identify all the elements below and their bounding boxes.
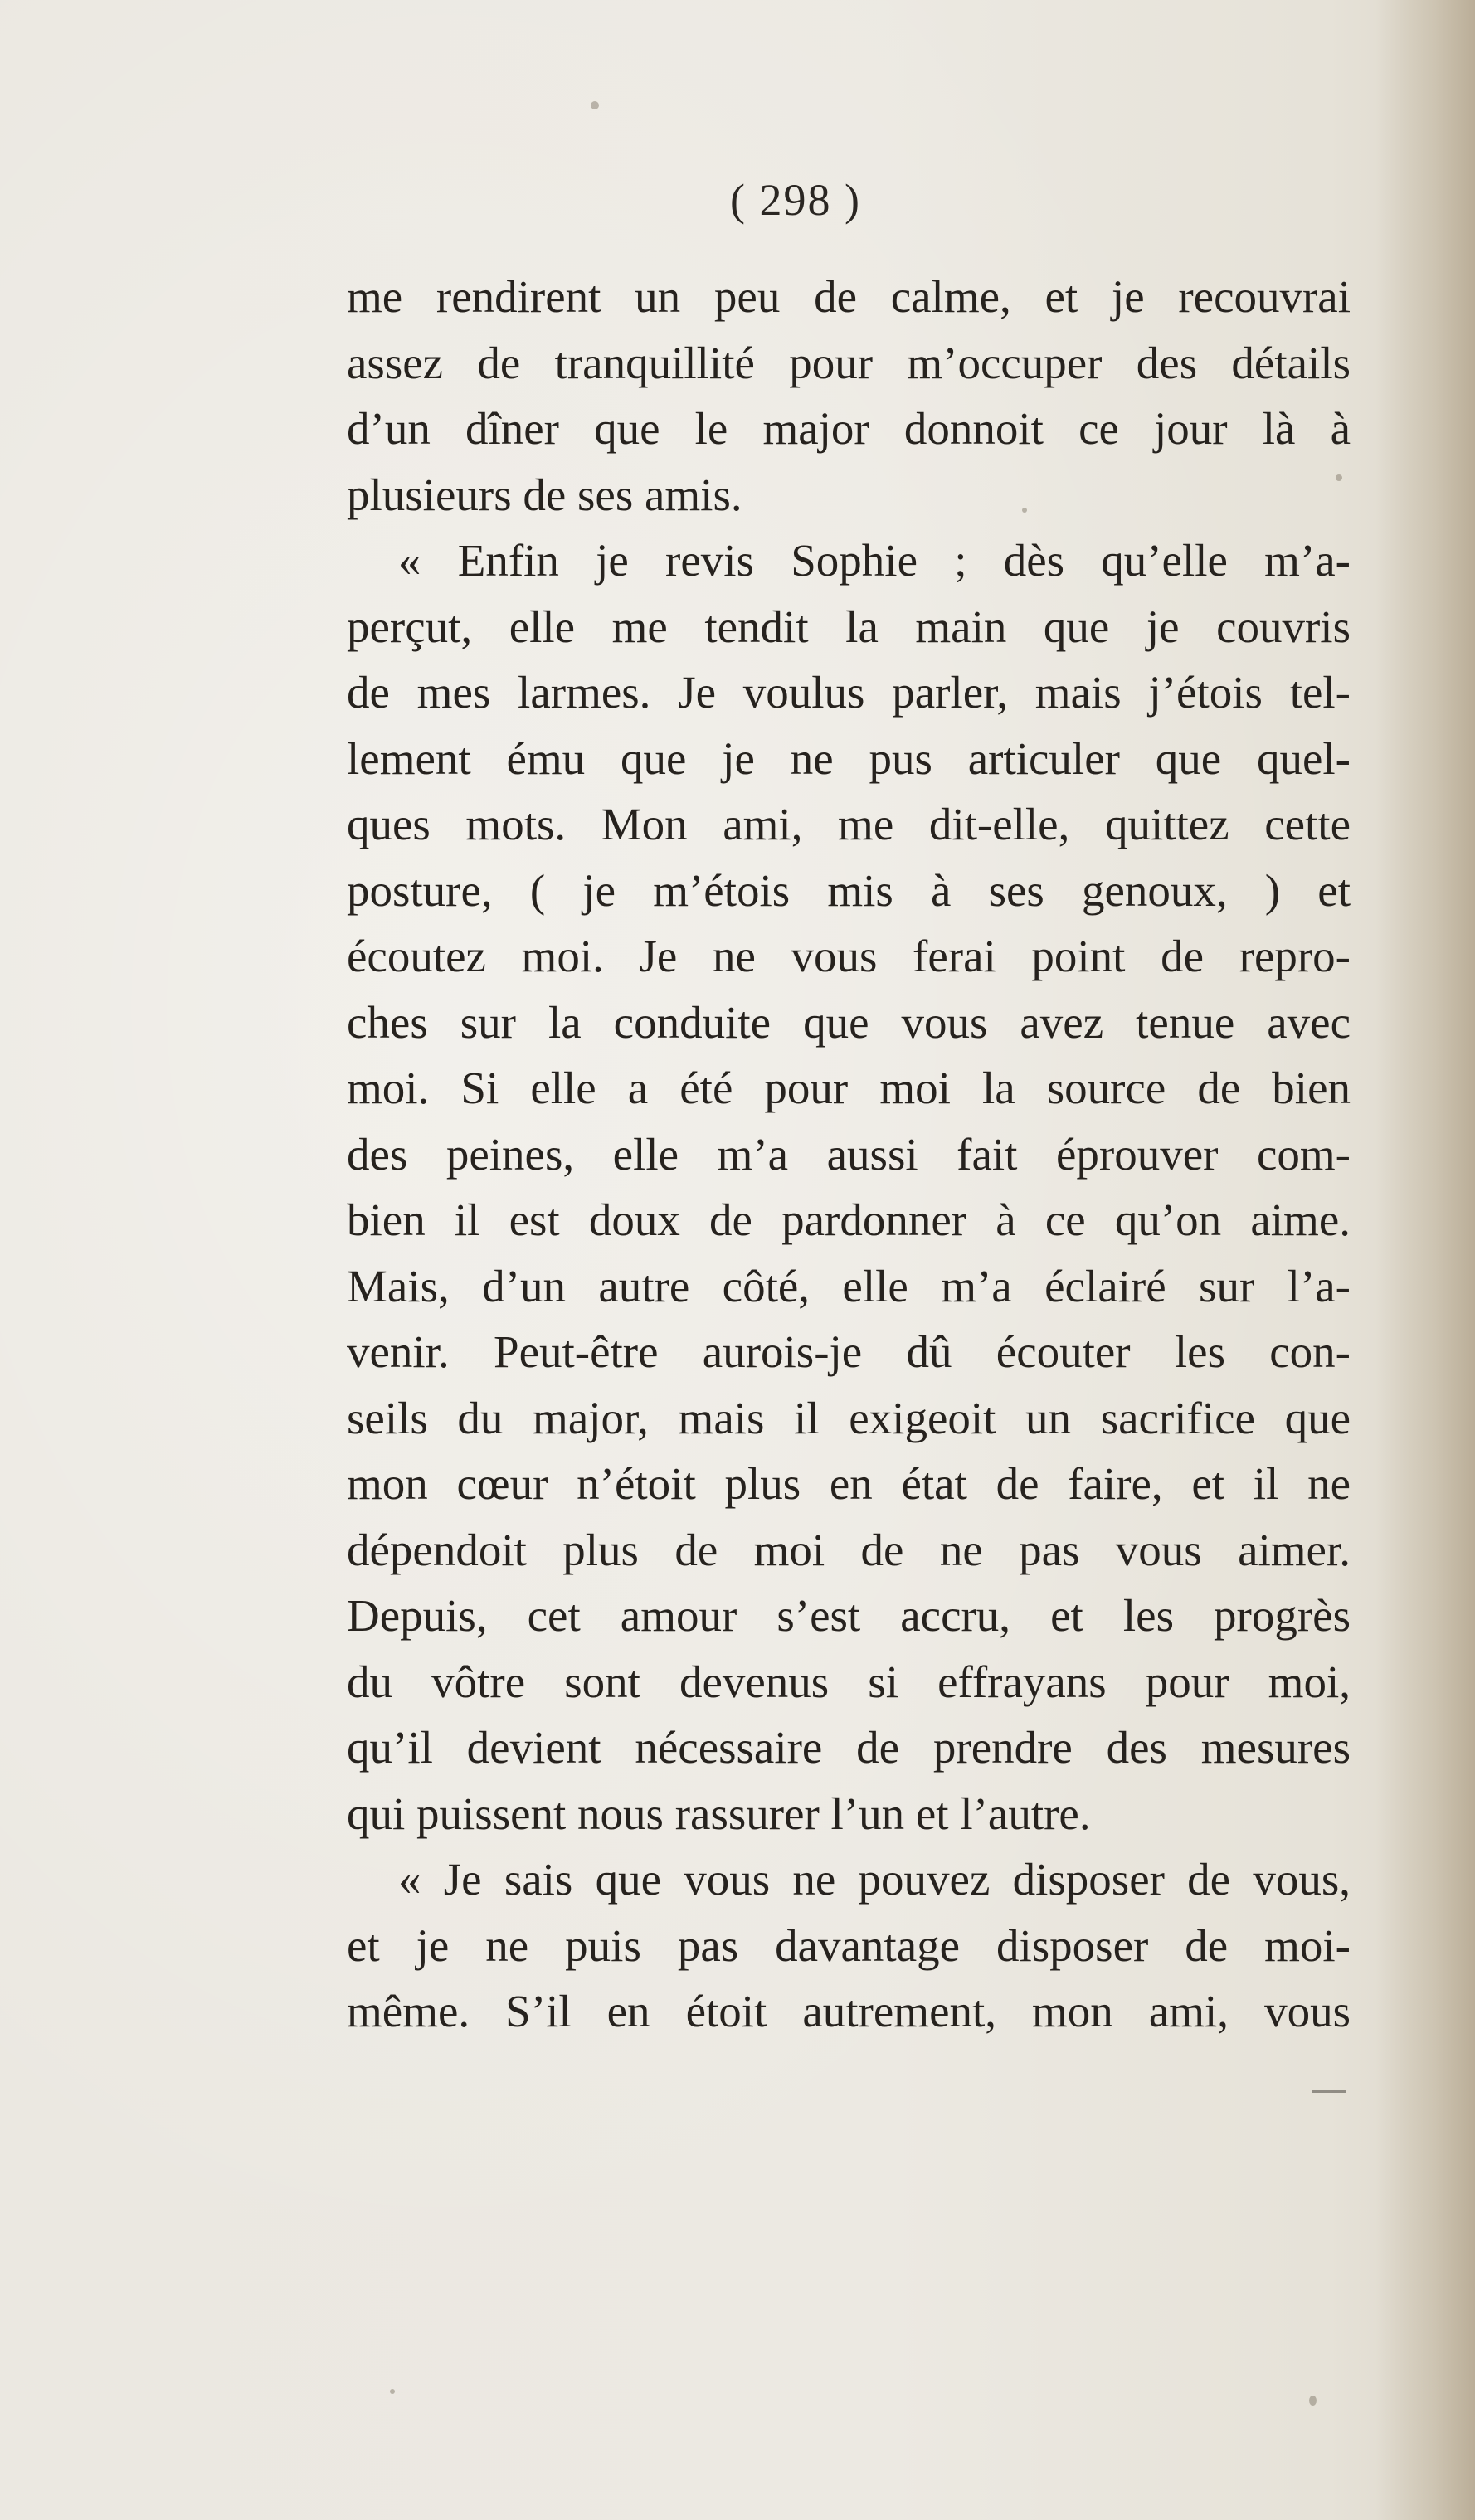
text-line: moi. Si elle a été pour moi la source de bien <box>347 1063 1351 1113</box>
text-line: lement ému que je ne pus articuler que quel- <box>347 732 1351 784</box>
text-line: et je ne puis pas davantage disposer de moi- <box>347 1919 1351 1971</box>
text-line: « Je sais que vous ne pouvez disposer de vous, <box>398 1854 1351 1905</box>
text-line: posture, ( je m’étois mis à ses genoux, ) et <box>347 864 1351 916</box>
page-number: ( 298 ) <box>730 175 861 225</box>
text-line: de mes larmes. Je voulus parler, mais j’étois tel- <box>347 667 1351 718</box>
text-line: « Enfin je revis Sophie ; dès qu’elle m’a- <box>398 535 1351 586</box>
text-line: seils du major, mais il exigeoit un sacrifice que <box>347 1392 1351 1443</box>
text-line: assez de tranquillité pour m’occuper des détails <box>347 337 1351 388</box>
text-line: perçut, elle me tendit la main que je couvris <box>347 601 1351 652</box>
text-line: Mais, d’un autre côté, elle m’a éclairé sur l’a- <box>347 1260 1351 1311</box>
text-line: bien il est doux de pardonner à ce qu’on aime. <box>347 1194 1351 1245</box>
text-line: Depuis, cet amour s’est accru, et les progrès <box>347 1590 1351 1641</box>
text-line: plusieurs de ses amis. <box>347 469 742 520</box>
paper-speck <box>591 101 599 109</box>
text-line: ches sur la conduite que vous avez tenue avec <box>347 996 1351 1048</box>
text-line: des peines, elle m’a aussi fait éprouver com- <box>347 1128 1351 1180</box>
text-line: venir. Peut-être aurois-je dû écouter les con- <box>347 1326 1351 1377</box>
text-line: du vôtre sont devenus si effrayans pour moi, <box>347 1656 1351 1707</box>
catch-mark <box>1312 2090 1346 2093</box>
text-line: dépendoit plus de moi de ne pas vous aimer. <box>347 1524 1351 1575</box>
text-line: mon cœur n’étoit plus en état de faire, et il ne <box>347 1458 1351 1509</box>
body-text <box>347 264 1351 2045</box>
text-line: qui puissent nous rassurer l’un et l’autre. <box>347 1788 1091 1839</box>
text-line: d’un dîner que le major donnoit ce jour là à <box>347 403 1351 454</box>
text-line: ques mots. Mon ami, me dit-elle, quittez cette <box>347 799 1351 849</box>
paper-speck <box>1309 2396 1317 2406</box>
page-edge-shadow <box>1375 0 1475 2520</box>
paper-speck <box>390 2389 395 2394</box>
text-line: me rendirent un peu de calme, et je recouvrai <box>347 271 1351 322</box>
text-line: écoutez moi. Je ne vous ferai point de repro- <box>347 931 1351 981</box>
text-line: qu’il devient nécessaire de prendre des mesures <box>347 1722 1351 1773</box>
text-line: même. S’il en étoit autrement, mon ami, vous <box>347 1986 1351 2036</box>
